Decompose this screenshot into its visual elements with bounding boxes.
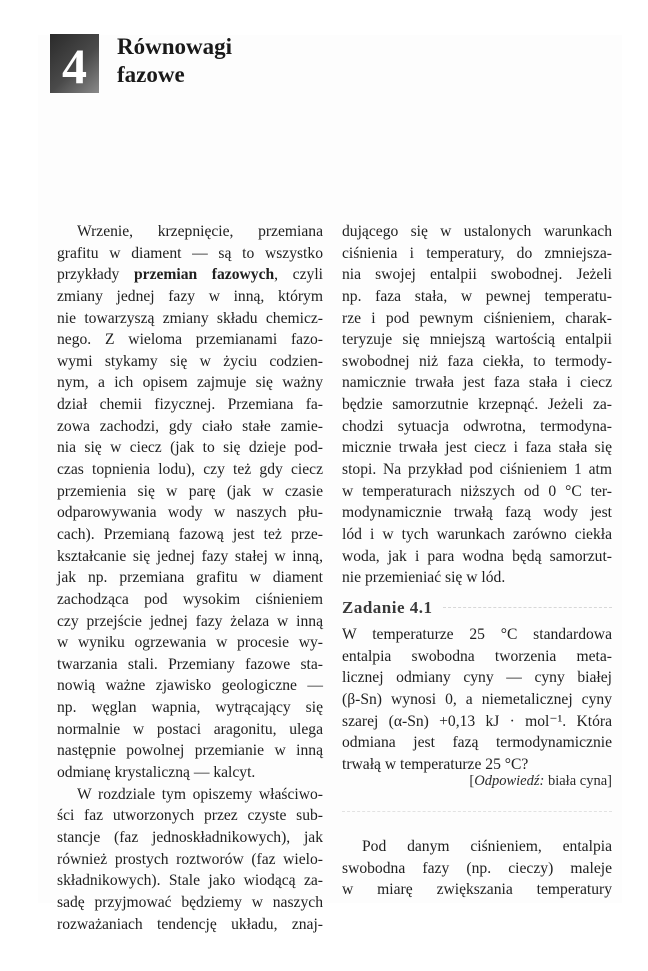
text-line: nie przemieniać się w lód. <box>342 569 506 587</box>
text-line: w miarę zwiększania temperatury <box>342 881 612 899</box>
text-line: lód i w tych warunkach zarówno ciekła <box>342 525 612 543</box>
text-line: micznie trwała jest ciecz i faza stała się <box>342 439 612 457</box>
continuation-text <box>342 836 612 901</box>
text-line: stopi. Na przykład pod ciśnieniem 1 atm <box>342 461 612 479</box>
task-end-rule <box>342 811 612 812</box>
text-line: np. faza stała, w pewnej temperatu- <box>342 287 612 305</box>
answer-value: biała cyna <box>544 773 608 789</box>
chapter-title-line-1: Równowagi <box>117 34 233 59</box>
text-line: licznej odmiany cyny — cyny białej <box>342 669 612 687</box>
left-column <box>57 221 323 935</box>
text-line: szarej (α-Sn) +0,13 kJ · mol⁻¹. Która <box>342 712 612 730</box>
text-line: Wrzenie, krzepnięcie, przemiana <box>77 223 323 240</box>
text-line: rozważaniach tendencję układu, znaj- <box>57 915 323 933</box>
task-heading-rule <box>443 607 612 609</box>
text-line: entalpia swobodna tworzenia meta- <box>342 647 612 665</box>
text-line: odmiana jest fazą termodynamicznie <box>342 734 612 752</box>
text-line: w wyniku ogrzewania w procesie wy- <box>57 634 323 652</box>
text-line: woda, jak i para wodna będą samorzut- <box>342 547 612 565</box>
bold-term: przemian fazowych <box>133 266 275 284</box>
text-line: W rozdziale tym opiszemy właściwo- <box>77 785 323 803</box>
chapter-title <box>117 33 232 89</box>
text-line: ści faz utworzonych przez czyste sub- <box>57 807 323 825</box>
text-line: czy przejście jednej fazy żelaza w inną <box>57 612 323 630</box>
text-line: normalnie w postaci aragonitu, ulega <box>57 720 323 738</box>
answer-label: Odpowiedź: <box>474 773 545 789</box>
chapter-title-line-2: fazowe <box>117 62 185 87</box>
text-line: Pod danym ciśnieniem, entalpia <box>362 838 612 855</box>
task-heading-row <box>342 596 612 620</box>
text-line: odparowywania wody w naszych płu- <box>57 504 323 522</box>
text-line: nego. Z wieloma przemianami fazo- <box>57 331 323 349</box>
text-line-with-term: przykłady przemian fazowych, czyli <box>57 266 323 284</box>
text-line: przemienia się w parę (jak w czasie <box>57 482 323 500</box>
text-line: kształcanie się jednej fazy stałej w inną, <box>57 547 323 565</box>
text-line: modynamicznie trwałą fazą wody jest <box>342 504 612 522</box>
text-line: nia swojej entalpii swobodnej. Jeżeli <box>342 266 612 284</box>
text-line: dującego się w ustalonych warunkach <box>342 223 612 240</box>
chapter-number-box <box>50 34 99 93</box>
text-line: nowią ważne zjawisko geologiczne — <box>57 677 323 695</box>
text-line: namicznie trwała jest faza stała i ciecz <box>342 374 612 392</box>
text-line: nia się w ciecz (jak to się dzieje pod- <box>57 439 323 457</box>
text-line: swobodna fazy (np. cieczy) maleje <box>342 859 612 877</box>
text-line: czas topnienia lodu), czy też gdy ciecz <box>57 461 323 479</box>
text-line: twarzania stali. Przemiany fazowe sta- <box>57 655 323 673</box>
text-line: zmiany jednej fazy w inną, którym <box>57 287 323 305</box>
text-line: nie towarzyszą zmiany składu chemicz- <box>57 309 323 327</box>
text-line: np. węglan wapnia, wytrącający się <box>57 699 323 717</box>
text-line: rze i pod pewnym ciśnieniem, charak- <box>342 309 612 327</box>
text-line: zowa zachodzi, gdy ciało stałe zamie- <box>57 417 323 435</box>
text-line: następnie powolnej przemianie w inną <box>57 742 323 760</box>
text-line: nym, a ich opisem zajmuje się ważny <box>57 374 323 392</box>
text-line: teryzuje się mniejszą wartością entalpii <box>342 331 612 349</box>
text-line: zachodząca pod wysokim ciśnieniem <box>57 590 323 608</box>
text-line: swobodnej niż faza ciekła, to termody- <box>342 352 612 370</box>
task-answer: [Odpowiedź: biała cyna] <box>469 773 612 789</box>
text-line: trwałą w temperaturze 25 °C? <box>342 755 529 773</box>
text-line: w temperaturach niższych od 0 °C ter- <box>342 482 612 500</box>
text-line: dział chemii fizycznej. Przemiana fa- <box>57 396 323 414</box>
text-line: W temperaturze 25 °C standardowa <box>342 626 612 643</box>
text-line: (β-Sn) wynosi 0, a niemetalicznej cyny <box>342 690 612 708</box>
text-line: chodzi sytuacja odwrotna, termodyna- <box>342 417 612 435</box>
chapter-number: 4 <box>62 37 87 94</box>
text-line: będzie samorzutnie krzepnąć. Jeżeli za- <box>342 396 612 414</box>
text-line: grafitu w diament — są to wszystko <box>57 244 323 262</box>
task-heading: Zadanie 4.1 <box>342 598 433 617</box>
text-line: ciśnienia i temperatury, do zmniejsza- <box>342 244 612 262</box>
task-body <box>342 624 612 775</box>
text-line: również prostych roztworów (faz wielo- <box>57 850 323 868</box>
text-line: sadę przyjmować będziemy w naszych <box>57 893 323 911</box>
text-line: stancje (faz jednoskładnikowych), jak <box>57 828 323 846</box>
text-line: wymi stykamy się w życiu codzien- <box>57 352 323 370</box>
text-line: jak np. przemiana grafitu w diament <box>57 569 323 587</box>
text-line: składnikowych). Stale jako wiodącą za- <box>57 872 323 890</box>
right-column <box>342 221 612 589</box>
text-line: cach). Przemianą fazową jest też prze- <box>57 525 323 543</box>
text-line: odmianę krystaliczną — kalcyt. <box>57 764 256 782</box>
